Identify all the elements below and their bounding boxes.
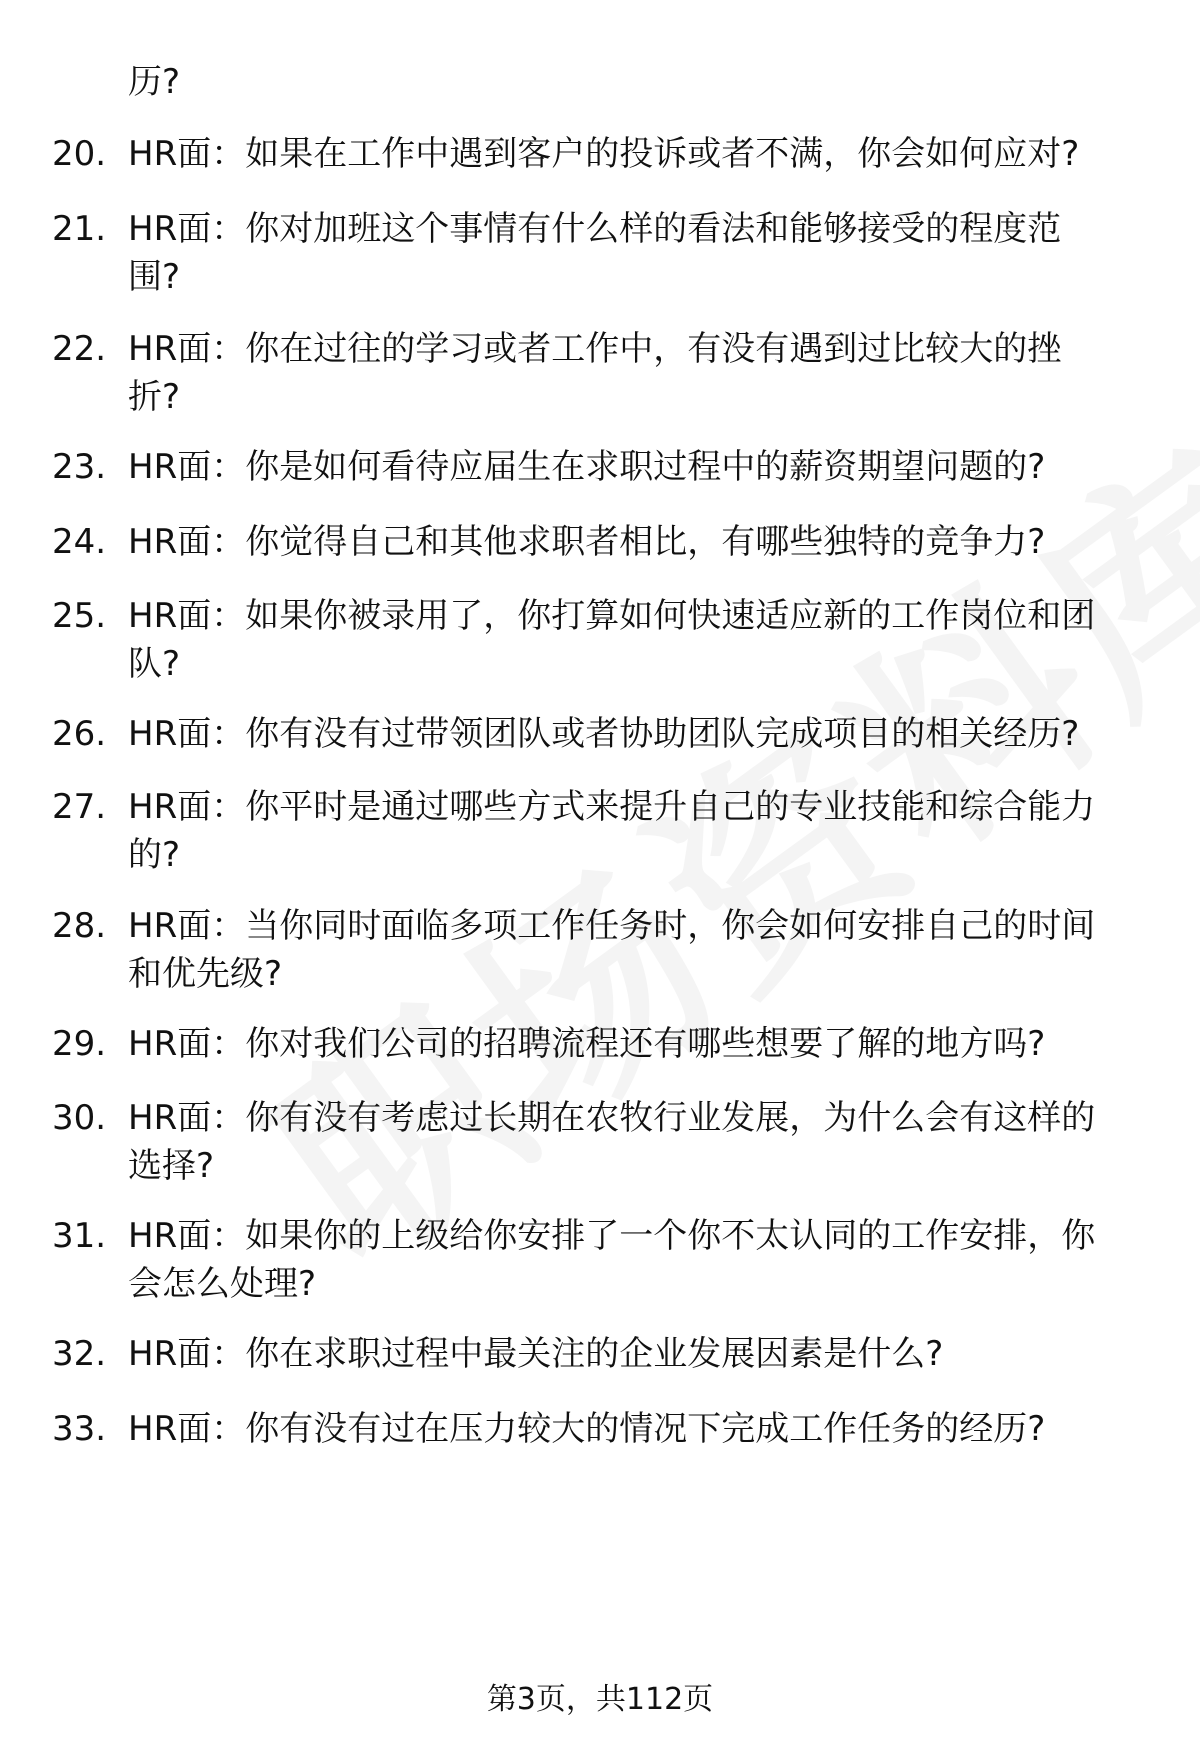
question-line: 选择?: [128, 1146, 215, 1186]
question-text: [128, 443, 1158, 491]
question-line: HR面：你觉得自己和其他求职者相比，有哪些独特的竞争力?: [128, 522, 1046, 562]
question-number: 30.: [52, 1098, 107, 1138]
question-line: HR面：如果在工作中遇到客户的投诉或者不满，你会如何应对?: [128, 134, 1080, 174]
question-line: HR面：你有没有考虑过长期在农牧行业发展，为什么会有这样的: [128, 1098, 1096, 1138]
question-text: [128, 518, 1158, 566]
question-number: 25.: [52, 596, 107, 636]
question-number: 22.: [52, 329, 107, 369]
question-text: [128, 592, 1158, 688]
question-text: [128, 783, 1158, 879]
question-text: [128, 325, 1158, 421]
question-number: 33.: [52, 1409, 107, 1449]
question-line: HR面：你是如何看待应届生在求职过程中的薪资期望问题的?: [128, 447, 1046, 487]
question-text: [128, 1330, 1158, 1378]
question-line: HR面：你对加班这个事情有什么样的看法和能够接受的程度范: [128, 209, 1062, 249]
question-number: 32.: [52, 1334, 107, 1374]
question-text: [128, 1212, 1158, 1308]
question-text: [128, 1020, 1158, 1068]
question-number: 29.: [52, 1024, 107, 1064]
question-text: [128, 205, 1158, 301]
page-footer: 第3页，共112页: [486, 1682, 714, 1717]
question-text: [128, 130, 1158, 178]
question-line: HR面：如果你的上级给你安排了一个你不太认同的工作安排，你: [128, 1216, 1096, 1256]
question-line: HR面：你有没有过带领团队或者协助团队完成项目的相关经历?: [128, 714, 1080, 754]
question-line: HR面：你有没有过在压力较大的情况下完成工作任务的经历?: [128, 1409, 1046, 1449]
question-number: 23.: [52, 447, 107, 487]
question-line: 会怎么处理?: [128, 1264, 317, 1304]
question-line: HR面：当你同时面临多项工作任务时，你会如何安排自己的时间: [128, 906, 1096, 946]
question-number: 24.: [52, 522, 107, 562]
question-line: HR面：你对我们公司的招聘流程还有哪些想要了解的地方吗?: [128, 1024, 1046, 1064]
question-number: 26.: [52, 714, 107, 754]
continued-question-text: 历?: [128, 62, 181, 102]
question-number: 21.: [52, 209, 107, 249]
question-number: 27.: [52, 787, 107, 827]
question-text: [128, 710, 1158, 758]
question-text: [128, 1405, 1158, 1453]
question-number: 28.: [52, 906, 107, 946]
question-line: HR面：如果你被录用了，你打算如何快速适应新的工作岗位和团: [128, 596, 1096, 636]
question-number: 31.: [52, 1216, 107, 1256]
question-line: 和优先级?: [128, 954, 283, 994]
question-line: HR面：你在过往的学习或者工作中，有没有遇到过比较大的挫: [128, 329, 1062, 369]
question-text: [128, 902, 1158, 998]
question-number: 20.: [52, 134, 107, 174]
question-line: HR面：你在求职过程中最关注的企业发展因素是什么?: [128, 1334, 944, 1374]
question-text: [128, 1094, 1158, 1190]
question-line: 围?: [128, 257, 181, 297]
question-line: HR面：你平时是通过哪些方式来提升自己的专业技能和综合能力: [128, 787, 1096, 827]
question-line: 的?: [128, 835, 181, 875]
question-line: 队?: [128, 644, 181, 684]
question-line: 折?: [128, 377, 181, 417]
